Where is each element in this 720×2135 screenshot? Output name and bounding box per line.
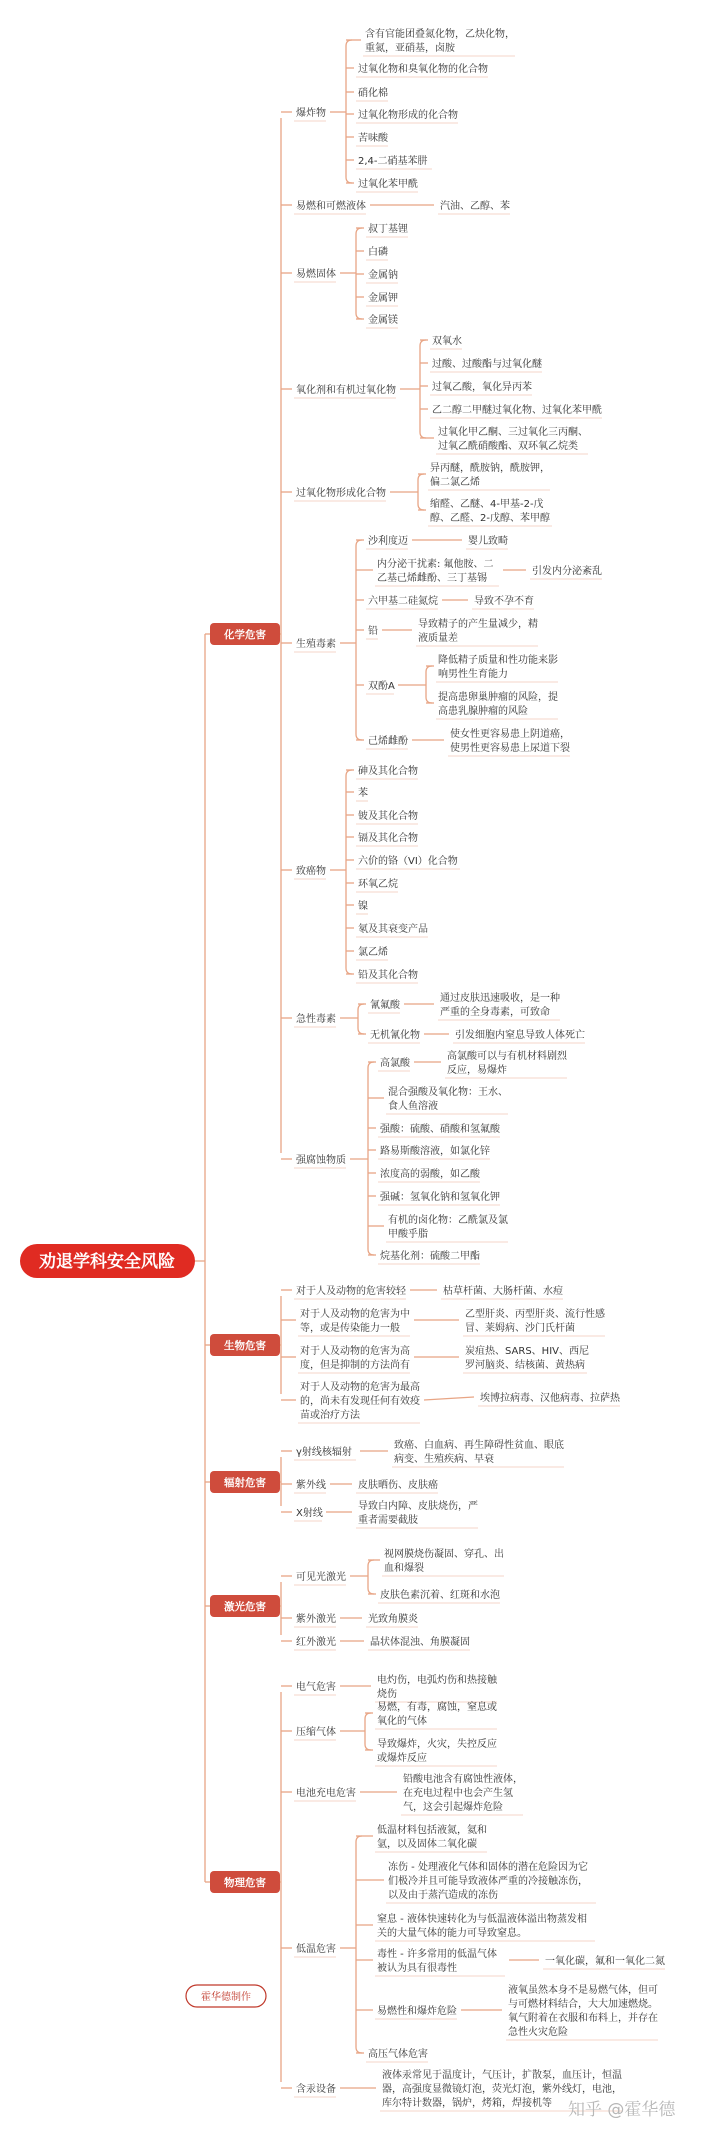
root-node[interactable] [20, 1244, 195, 1278]
node-c3[interactable] [296, 267, 336, 280]
node-line: 对于人及动物的危害为最高 [300, 1382, 420, 1393]
node-c6a1[interactable] [468, 534, 508, 547]
node-line: 皮肤色素沉着、红斑和水泡 [380, 1590, 500, 1601]
node-c9d[interactable] [380, 1144, 490, 1157]
node-line: 紫外线 [296, 1480, 326, 1491]
edge-root-spine [195, 634, 205, 1882]
node-line: 红外激光 [296, 1637, 336, 1648]
node-line: 生殖毒素 [296, 639, 336, 650]
edge-c1-spine [346, 40, 352, 183]
category-label: 生物危害 [224, 1340, 266, 1352]
node-c1b[interactable] [358, 62, 488, 75]
node-line: 罗河脑炎、结核菌、黄热病 [465, 1360, 585, 1371]
category-laser[interactable] [210, 1595, 280, 1617]
node-line: 冒、莱姆病、沙门氏杆菌 [465, 1323, 575, 1334]
node-line: 液氧虽然本身不是易燃气体，但可 [508, 1985, 658, 1996]
node-c9e[interactable] [380, 1167, 481, 1180]
node-c3d[interactable] [368, 291, 398, 304]
node-c7j[interactable] [358, 968, 418, 981]
node-line: 窒息 - 液体快速转化为与低温液体溢出物蒸发相 [377, 1914, 587, 1925]
node-line: 白磷 [368, 247, 388, 258]
node-line: 严重的全身毒素，可致命 [440, 1007, 550, 1018]
node-line: 等，或是传染能力一般 [300, 1323, 400, 1334]
node-r1a[interactable] [394, 1438, 564, 1465]
node-p2[interactable] [296, 1725, 336, 1738]
node-line: 硝化棉 [358, 88, 388, 99]
edge-c7-spine [346, 770, 352, 974]
node-line: 的，尚未有发现任何有效疫 [300, 1396, 420, 1407]
edge-c4-spine [420, 340, 426, 438]
node-line: 器，高强度显微镜灯泡，荧光灯泡，紫外线灯，电池， [382, 2084, 622, 2095]
node-line: 视网膜烧伤凝固、穿孔、出 [384, 1549, 504, 1560]
node-line: 库尔特计数器，锅炉，烤箱，焊接机等 [382, 2098, 552, 2109]
node-c7e[interactable] [358, 854, 458, 867]
node-line: 过氧化苯甲酰 [358, 179, 418, 190]
category-label: 激光危害 [224, 1601, 266, 1613]
node-line: 双酚A [368, 681, 395, 692]
node-line: 致癌物 [296, 866, 326, 877]
node-c4e[interactable] [438, 425, 588, 452]
node-b4a[interactable] [480, 1391, 621, 1404]
node-line: 过氧化物形成化合物 [296, 488, 386, 499]
node-p4[interactable] [296, 1942, 336, 1955]
node-line: 镍 [358, 901, 368, 912]
node-line: 氰氟酸 [370, 1000, 400, 1011]
node-p4e[interactable] [377, 2004, 457, 2017]
node-line: 过氧化物形成的化合物 [358, 110, 458, 121]
node-c1c[interactable] [358, 86, 388, 99]
node-c1e[interactable] [358, 131, 389, 144]
node-line: 使女性更容易患上阴道癌， [450, 729, 570, 740]
node-line: 血和爆裂 [384, 1563, 424, 1574]
node-line: 醇、乙醛、2-戊醇、苯甲醇 [430, 513, 550, 524]
node-line: 爆炸物 [296, 108, 326, 119]
node-line: 异丙醚，酰胺钠，酰胺钾， [430, 463, 550, 474]
node-line: 砷及其化合物 [358, 766, 418, 777]
node-c4a[interactable] [432, 334, 462, 347]
node-line: 电灼伤，电弧灼伤和热接触 [377, 1675, 497, 1686]
node-line: 铅 [368, 626, 378, 637]
node-line: 易燃性和爆炸危险 [377, 2006, 457, 2017]
node-c9a1[interactable] [447, 1049, 568, 1076]
node-l3a[interactable] [370, 1635, 470, 1648]
node-l1a[interactable] [384, 1547, 504, 1574]
node-line: 双氧水 [432, 336, 462, 347]
node-c6a[interactable] [368, 534, 408, 547]
node-c5[interactable] [296, 486, 386, 499]
node-p4f[interactable] [368, 2047, 428, 2060]
node-line: γ射线核辐射 [296, 1447, 352, 1458]
node-c6e1[interactable] [438, 653, 558, 680]
node-line: 铅及其化合物 [358, 970, 418, 981]
node-line: 使男性更容易患上尿道下裂 [450, 743, 570, 754]
node-line: 以及由于蒸汽造成的冻伤 [388, 1890, 498, 1901]
node-c8a[interactable] [370, 998, 401, 1011]
node-line: 度，但是抑制的方法尚有 [300, 1360, 410, 1371]
edge-c8-spine [358, 1004, 364, 1034]
node-line: 被认为具有很毒性 [377, 1963, 457, 1974]
node-c9b[interactable] [388, 1085, 508, 1112]
node-p2b[interactable] [377, 1737, 497, 1764]
node-line: 氯乙烯 [358, 947, 388, 958]
edge-c5-spine [418, 474, 424, 510]
connector-lines [195, 40, 665, 2111]
node-l2[interactable] [296, 1612, 336, 1625]
node-r3a[interactable] [358, 1499, 478, 1526]
node-c6c[interactable] [368, 594, 438, 607]
node-r1[interactable] [296, 1445, 352, 1458]
node-line: 通过皮肤迅速吸收，是一种 [440, 993, 560, 1004]
node-labels [210, 27, 665, 2109]
maker-badge-label: 霍华德制作 [201, 1992, 251, 2003]
category-label: 辐射危害 [224, 1477, 266, 1489]
node-line: 与可燃材料结合，大大加速燃烧。 [508, 1999, 658, 2010]
node-line: 液质量差 [418, 633, 458, 644]
node-p5[interactable] [296, 2082, 336, 2095]
root-label: 劝退学科安全风险 [39, 1252, 175, 1272]
node-line: 埃博拉病毒、汉他病毒、拉萨热 [480, 1393, 620, 1404]
node-line: 镉及其化合物 [358, 833, 418, 844]
node-line: 枯草杆菌、大肠杆菌、水痘 [443, 1286, 563, 1297]
node-line: 苗或治疗方法 [300, 1410, 360, 1421]
node-line: 响男性生育能力 [438, 669, 508, 680]
node-p4a[interactable] [377, 1823, 487, 1850]
edge-l1-spine [368, 1560, 374, 1594]
node-line: 炭疽热、SARS、HIV、西尼 [465, 1346, 589, 1357]
node-c3e[interactable] [368, 313, 398, 326]
node-line: 乙二醇二甲醚过氧化物、过氧化苯甲酰 [432, 405, 602, 416]
node-line: 铅酸电池含有腐蚀性液体， [403, 1774, 523, 1785]
node-r2[interactable] [296, 1478, 326, 1491]
node-line: 高患乳腺肿瘤的风险 [438, 706, 528, 717]
node-c7g[interactable] [358, 899, 368, 912]
node-line: 无机氰化物 [370, 1030, 420, 1041]
node-c7h[interactable] [358, 922, 428, 935]
node-c6f1[interactable] [450, 727, 570, 754]
node-line: 婴儿致畸 [468, 536, 508, 547]
node-line: 强腐蚀物质 [296, 1155, 346, 1166]
node-p3[interactable] [296, 1786, 356, 1799]
category-bio[interactable] [210, 1334, 280, 1356]
node-line: 关的大量气体的能力可导致窒息。 [377, 1928, 527, 1939]
node-line: 六价的铬（VI）化合物 [358, 856, 458, 867]
node-line: 过酸、过酸酯与过氧化醚 [432, 359, 542, 370]
node-line: 冻伤 - 处理液化气体和固体的潜在危险因为它 [388, 1862, 588, 1873]
node-line: 过氧化甲乙酮、三过氧化三丙酮、 [438, 427, 588, 438]
node-line: 含汞设备 [296, 2084, 336, 2095]
node-p4c[interactable] [377, 1912, 587, 1939]
node-line: 致癌、白血病、再生障碍性贫血、眼底 [394, 1440, 564, 1451]
node-line: 混合强酸及氧化物：王水、 [388, 1087, 508, 1098]
node-c7d[interactable] [358, 831, 418, 844]
node-line: 易燃，有毒，腐蚀，窒息或 [377, 1702, 497, 1713]
node-line: 氧化剂和有机过氧化物 [296, 385, 396, 396]
node-c6d1[interactable] [418, 617, 538, 644]
node-line: 电池充电危害 [296, 1788, 356, 1799]
node-line: 高氯酸 [380, 1058, 410, 1069]
node-line: 液体汞常见于温度计，气压计，扩散泵，血压计，恒温 [382, 2070, 622, 2081]
node-line: 气，这会引起爆炸危险 [403, 1802, 503, 1813]
node-b1a[interactable] [443, 1284, 563, 1297]
node-p4b[interactable] [388, 1860, 588, 1901]
node-line: 叔丁基锂 [368, 224, 408, 235]
node-c8[interactable] [296, 1012, 336, 1025]
node-line: 电气危害 [296, 1682, 336, 1693]
node-line: 易燃和可燃液体 [296, 201, 366, 212]
node-c8a1[interactable] [440, 991, 560, 1018]
node-line: 导致白内障、皮肤烧伤，严 [358, 1501, 478, 1512]
node-l3[interactable] [296, 1635, 336, 1648]
node-c5a[interactable] [430, 461, 550, 488]
node-c9f[interactable] [380, 1190, 500, 1203]
node-c8b1[interactable] [455, 1028, 585, 1041]
node-c3b[interactable] [368, 245, 388, 258]
node-c4b[interactable] [432, 357, 543, 370]
node-line: 低温危害 [296, 1944, 336, 1955]
node-line: 六甲基二硅氮烷 [368, 596, 438, 607]
node-line: 晶状体混浊、角膜凝固 [370, 1637, 470, 1648]
node-line: 对于人及动物的危害为高 [300, 1346, 410, 1357]
node-line: 高氯酸可以与有机材料剧烈 [447, 1051, 567, 1062]
node-c7b[interactable] [358, 786, 368, 799]
node-b1[interactable] [296, 1284, 407, 1297]
node-c9[interactable] [296, 1153, 346, 1166]
edge-p2-spine [365, 1713, 371, 1750]
node-c6d[interactable] [368, 624, 378, 637]
node-c1g[interactable] [358, 177, 418, 190]
node-line: 烷基化剂：硫酸二甲酯 [380, 1251, 480, 1262]
node-line: 氧气附着在衣服和布料上，并存在 [508, 2013, 658, 2024]
node-c4d[interactable] [432, 403, 602, 416]
node-c7[interactable] [296, 864, 326, 877]
node-c3a[interactable] [368, 222, 408, 235]
node-r3[interactable] [296, 1506, 323, 1519]
node-line: 过氧化物和臭氧化物的化合物 [358, 64, 488, 75]
node-c6e2[interactable] [438, 690, 558, 717]
node-line: 乙基己烯雌酚、三丁基锡 [377, 573, 487, 584]
node-line: 在充电过程中也会产生氢 [403, 1788, 513, 1799]
node-line: 金属钾 [368, 293, 398, 304]
node-line: 汽油、乙醇、苯 [440, 201, 510, 212]
category-label: 物理危害 [224, 1877, 266, 1889]
node-p1a[interactable] [377, 1673, 498, 1700]
node-c7f[interactable] [358, 877, 398, 890]
node-c7i[interactable] [358, 945, 388, 958]
node-c7a[interactable] [358, 764, 418, 777]
node-c2[interactable] [296, 199, 366, 212]
node-c4[interactable] [296, 383, 396, 396]
category-rad[interactable] [210, 1471, 280, 1493]
node-line: 低温材料包括液氮，氦和 [377, 1825, 487, 1836]
node-line: 重者需要截肢 [358, 1515, 418, 1526]
node-p4d1[interactable] [545, 1954, 665, 1967]
node-line: 氩，以及固体二氧化碳 [377, 1839, 477, 1850]
node-c6b1[interactable] [532, 564, 602, 577]
node-line: 氧化的气体 [377, 1716, 427, 1727]
node-line: 易燃固体 [296, 269, 336, 280]
node-c3c[interactable] [368, 268, 398, 281]
node-line: 环氧乙烷 [358, 879, 398, 890]
edge-p4-spine [356, 1836, 362, 2053]
node-line: 导致精子的产生量减少，精 [418, 619, 538, 630]
node-line: 含有官能团叠氮化物，乙炔化物， [365, 29, 515, 40]
node-line: 毒性 - 许多常用的低温气体 [377, 1949, 497, 1960]
node-p1[interactable] [296, 1680, 336, 1693]
node-c1f[interactable] [358, 154, 428, 167]
node-line: 高压气体危害 [368, 2049, 428, 2060]
node-b2a[interactable] [465, 1307, 605, 1334]
node-line: 乙型肝炎、丙型肝炎、流行性感 [465, 1309, 605, 1320]
node-c6[interactable] [296, 637, 336, 650]
node-p3a[interactable] [403, 1772, 523, 1813]
node-r2a[interactable] [358, 1478, 438, 1491]
node-p4e1[interactable] [508, 1983, 658, 2038]
node-line: 光致角膜炎 [368, 1614, 418, 1625]
edge-c6e-spine [426, 666, 432, 703]
node-line: 重氮，亚硝基，卤胺 [365, 43, 455, 54]
node-line: 或爆炸反应 [377, 1753, 427, 1764]
node-line: 缩醛、乙醚、4-甲基-2-戊 [430, 499, 544, 510]
node-line: 强碱：氢氧化钠和氢氧化钾 [380, 1192, 500, 1203]
node-c6c1[interactable] [474, 594, 534, 607]
node-c1d[interactable] [358, 108, 458, 121]
category-chem[interactable] [210, 623, 280, 645]
node-line: 苯 [358, 788, 368, 799]
node-l2a[interactable] [368, 1612, 419, 1625]
node-b2[interactable] [300, 1307, 410, 1334]
node-line: 偏二氯乙烯 [430, 477, 480, 488]
node-c9c[interactable] [380, 1122, 501, 1135]
node-c9h[interactable] [380, 1249, 480, 1262]
node-c9g[interactable] [388, 1213, 508, 1240]
node-l1b[interactable] [380, 1588, 500, 1601]
node-line: 紫外激光 [296, 1614, 336, 1625]
node-line: 病变、生殖疾病、早衰 [394, 1454, 494, 1465]
node-line: 铍及其化合物 [358, 811, 418, 822]
node-c9a[interactable] [380, 1056, 411, 1069]
node-p2a[interactable] [377, 1700, 497, 1727]
node-line: 急性火灾危险 [508, 2027, 568, 2038]
node-line: 沙利度迈 [368, 536, 408, 547]
node-line: 可见光激光 [296, 1572, 346, 1583]
node-line: 提高患卵巢肿瘤的风险，提 [438, 692, 558, 703]
node-c5b[interactable] [430, 497, 550, 524]
node-line: 们极冷并且可能导致液体严重的冷接触冻伤， [388, 1876, 588, 1887]
node-b3[interactable] [300, 1344, 410, 1371]
node-p4d[interactable] [377, 1947, 497, 1974]
node-line: 苦味酸 [358, 133, 388, 144]
node-line: 2,4-二硝基苯肼 [358, 156, 428, 167]
node-c2a[interactable] [440, 199, 510, 212]
node-line: X射线 [296, 1508, 323, 1519]
node-line: 对于人及动物的危害为中 [300, 1309, 410, 1320]
node-line: 反应，易爆炸 [447, 1065, 507, 1076]
node-line: 金属钠 [368, 270, 398, 281]
node-c6b[interactable] [377, 557, 494, 584]
node-c1a[interactable] [365, 27, 515, 54]
node-line: 导致爆炸，火灾，失控反应 [377, 1739, 497, 1750]
node-line: 过氧乙酸，氧化异丙苯 [432, 382, 532, 393]
node-line: 金属镁 [368, 315, 398, 326]
node-b4[interactable] [300, 1380, 420, 1421]
node-line: 甲酸乎脂 [388, 1229, 428, 1240]
node-line: 路易斯酸溶液，如氯化锌 [380, 1146, 490, 1157]
category-phys[interactable] [210, 1871, 280, 1893]
node-line: 内分泌干扰素: 氟他胺、二 [377, 559, 494, 570]
edge-b4-b4a [424, 1397, 474, 1400]
category-label: 化学危害 [224, 629, 266, 641]
maker-badge [186, 1985, 266, 2007]
node-line: 过氧乙酰硝酸酯、双环氧乙烷类 [438, 441, 578, 452]
node-line: 降低精子质量和性功能来影 [438, 655, 558, 666]
node-line: 食人鱼溶液 [388, 1101, 438, 1112]
node-line: 引发细胞内窒息导致人体死亡 [455, 1030, 585, 1041]
node-line: 己烯雌酚 [368, 736, 408, 747]
node-line: 一氧化碳，氟和一氧化二氮 [545, 1956, 665, 1967]
node-line: 浓度高的弱酸，如乙酸 [380, 1169, 480, 1180]
node-c6e[interactable] [368, 679, 395, 692]
node-b3a[interactable] [465, 1344, 589, 1371]
node-line: 对于人及动物的危害较轻 [296, 1286, 406, 1297]
zhihu-watermark: 知乎 @霍华德 [568, 2100, 676, 2120]
node-l1[interactable] [296, 1570, 346, 1583]
node-line: 有机的卤化物：乙酰氯及氯 [388, 1215, 508, 1226]
node-line: 强酸：硫酸、硝酸和氢氟酸 [380, 1124, 500, 1135]
node-line: 氡及其衰变产品 [358, 924, 428, 935]
node-c1[interactable] [296, 106, 326, 119]
node-line: 烧伤 [377, 1689, 397, 1700]
node-c4c[interactable] [432, 380, 532, 393]
node-line: 皮肤晒伤、皮肤癌 [358, 1480, 438, 1491]
node-c6f[interactable] [368, 734, 408, 747]
node-c7c[interactable] [358, 809, 418, 822]
node-line: 导致不孕不育 [474, 596, 534, 607]
node-line: 急性毒素 [296, 1014, 336, 1025]
node-c8b[interactable] [370, 1028, 420, 1041]
node-line: 引发内分泌紊乱 [532, 566, 602, 577]
node-line: 压缩气体 [296, 1727, 336, 1738]
